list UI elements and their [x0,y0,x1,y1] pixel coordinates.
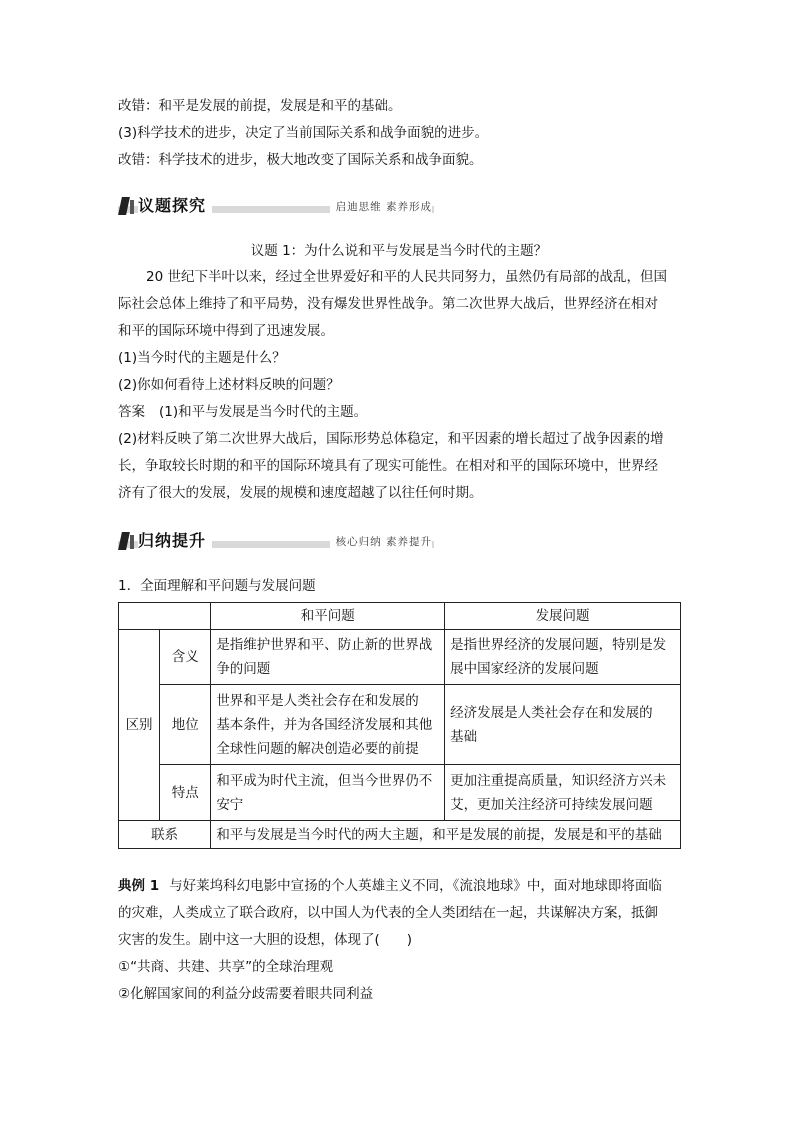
answer-label: 答案 [118,404,145,420]
example-line: 灾害的发生。剧中这一大胆的设想，体现了( ) [118,932,413,948]
cell-line: 是指维护世界和平、防止新的世界战 [216,637,433,653]
item-title: 1．全面理解和平问题与发展问题 [118,578,316,594]
material-paragraph-line: 和平的国际环境中得到了迅速发展。 [118,323,334,339]
table-row [119,821,681,849]
cell-line: 艾，更加关注经济可持续发展问题 [450,796,653,813]
table-row [119,630,681,685]
row-label: 含义 [160,630,211,685]
cell-line: 安宁 [216,796,244,813]
material-paragraph-line: 际社会总体上维持了和平局势，没有爆发世界性战争。第二次世界大战后，世界经济在相对 [118,296,658,312]
example-line-1 [118,876,662,896]
cell-line: 和平成为时代主流，但当今世界仍不 [216,772,433,789]
group-label-difference: 区别 [119,630,160,821]
comparison-table [118,602,681,849]
statement-3: (3)科学技术的进步，决定了当前国际关系和战争面貌的进步。 [118,125,489,141]
cell-line: 争的问题 [216,661,271,677]
option-1: ①“共商、共建、共享”的全球治理观 [118,959,334,975]
cell-line: 基础 [450,728,478,745]
cell-line: 全球性问题的解决创造必要的前提 [216,740,419,757]
answer-line-1 [118,402,367,422]
cell-line: 世界和平是人类社会存在和发展的 [216,692,419,709]
answer-1: (1)和平与发展是当今时代的主题。 [159,404,368,420]
column-header-development: 发展问题 [445,603,681,630]
cell-line: 基本条件，并为各国经济发展和其他 [216,716,433,733]
cell-development [445,685,681,765]
cell-link: 和平与发展是当今时代的两大主题，和平是发展的前提，发展是和平的基础 [211,821,681,849]
section-heading: 归纳提升 [138,531,212,551]
cell-peace [211,765,445,821]
table-header-row [119,603,681,630]
row-label: 地位 [160,685,211,765]
cell-line: 展中国家经济的发展问题 [450,661,599,677]
column-header-peace: 和平问题 [211,603,445,630]
cell-line: 经济发展是人类社会存在和发展的 [450,704,653,721]
answer-2-line: 长，争取较长时期的和平的国际环境具有了现实可能性。在相对和平的国际环境中，世界经 [118,458,658,474]
correction-line-1: 改错：和平是发展的前提，发展是和平的基础。 [118,98,402,114]
question-1: (1)当今时代的主题是什么？ [118,350,286,366]
cell-development [445,765,681,821]
section-marker-icon [130,200,134,214]
table-row [119,685,681,765]
section-heading: 议题探究 [138,196,212,216]
cell-development [445,630,681,685]
section-subheading: 启迪思维 素养形成 [330,199,432,215]
answer-2-line: (2)材料反映了第二次世界大战后，国际形势总体稳定，和平因素的增长超过了战争因素的增 [118,431,664,447]
example-label: 典例 1 [118,878,160,894]
example-line: 的灾难，人类成立了联合政府，以中国人为代表的全人类团结在一起，共谋解决方案，抵御 [118,905,658,921]
correction-line-3: 改错：科学技术的进步，极大地改变了国际关系和战争面貌。 [118,152,483,168]
answer-2-line: 济有了很大的发展，发展的规模和速度超越了以往任何时期。 [118,485,483,501]
row-label: 特点 [160,765,211,821]
cell-peace [211,685,445,765]
table-row [119,765,681,821]
question-2: (2)你如何看待上述材料反映的问题？ [118,377,340,393]
section-header-summary [118,531,434,553]
cell-line: 是指世界经济的发展问题，特别是发 [450,637,667,653]
question-title: 议题 1：为什么说和平与发展是当今时代的主题？ [250,243,548,259]
section-marker-icon [130,535,134,549]
table-corner-cell [119,603,211,630]
option-2: ②化解国家间的利益分歧需要着眼共同利益 [118,986,374,1002]
example-text: 与好莱坞科幻电影中宣扬的个人英雄主义不同，《流浪地球》中，面对地球即将面临 [169,878,662,894]
cell-peace [211,630,445,685]
section-subheading: 核心归纳 素养提升 [330,534,432,550]
material-paragraph-line: 20 世纪下半叶以来，经过全世界爱好和平的人民共同努力，虽然仍有局部的战乱，但国 [146,269,667,285]
cell-line: 更加注重提高质量，知识经济方兴未 [450,772,667,789]
row-label-link: 联系 [119,821,211,849]
section-header-issue-exploration [118,196,434,218]
